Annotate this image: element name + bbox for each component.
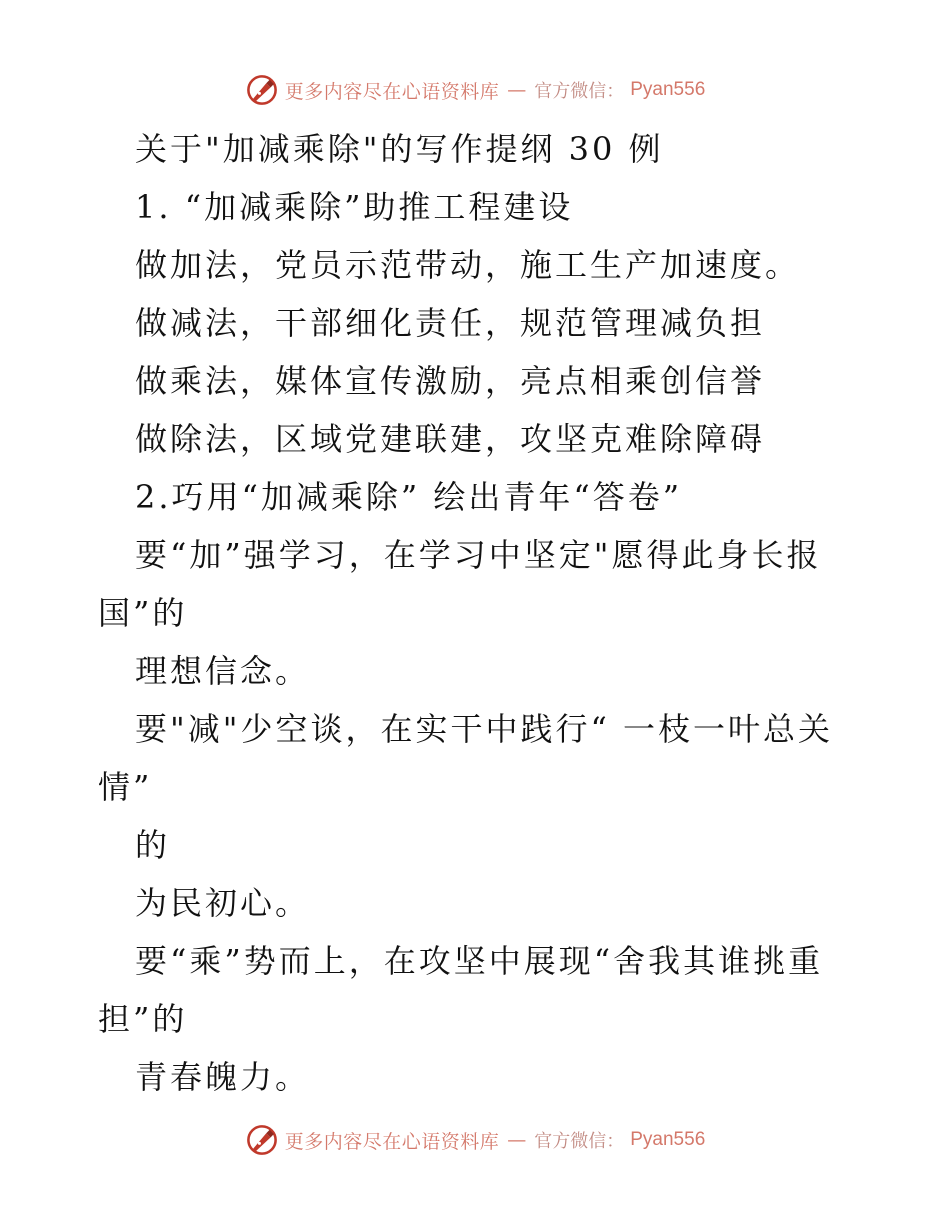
section-heading: 2.巧用“加减乘除” 绘出青年“答卷” bbox=[135, 478, 683, 516]
body-line: 做除法，区域党建联建，攻坚克难除障碍 bbox=[135, 420, 766, 458]
watermark-dash: — bbox=[507, 1129, 527, 1151]
body-line: 担”的 bbox=[98, 1000, 188, 1038]
section-heading: 1. “加减乘除”助推工程建设 bbox=[135, 188, 574, 226]
header-watermark bbox=[0, 70, 950, 110]
footer-watermark bbox=[0, 1120, 950, 1160]
body-line: 青春魄力。 bbox=[135, 1058, 311, 1096]
watermark-wechat-id: Pyan556 bbox=[630, 79, 706, 100]
document-title: 关于"加减乘除"的写作提纲 30 例 bbox=[135, 130, 664, 168]
body-line: 要“加”强学习，在学习中坚定"愿得此身长报 bbox=[135, 536, 822, 574]
watermark-brand-text: 更多内容尽在心语资料库 bbox=[284, 1130, 500, 1153]
body-line: 的 bbox=[135, 826, 171, 864]
watermark-wechat-id: Pyan556 bbox=[630, 1129, 706, 1150]
body-line: 要“乘”势而上，在攻坚中展现“舍我其谁挑重 bbox=[135, 942, 824, 980]
watermark-wechat-label: 官方微信： bbox=[534, 1131, 625, 1152]
watermark-wechat-label: 官方微信： bbox=[534, 81, 625, 102]
document-body bbox=[98, 120, 888, 1106]
body-line: 国”的 bbox=[98, 594, 188, 632]
body-line: 情” bbox=[98, 768, 153, 806]
body-line: 为民初心。 bbox=[135, 884, 311, 922]
body-line: 做减法，干部细化责任，规范管理减负担 bbox=[135, 304, 766, 342]
watermark-dash: — bbox=[507, 79, 527, 101]
body-line: 理想信念。 bbox=[135, 652, 311, 690]
watermark-brand-text: 更多内容尽在心语资料库 bbox=[284, 80, 500, 103]
body-line: 做乘法，媒体宣传激励，亮点相乘创信誉 bbox=[135, 362, 766, 400]
pen-nib-logo-icon bbox=[245, 1123, 279, 1157]
pen-nib-logo-icon bbox=[245, 73, 279, 107]
body-line: 要"减"少空谈，在实干中践行“ 一枝一叶总关 bbox=[135, 710, 833, 748]
body-line: 做加法，党员示范带动，施工生产加速度。 bbox=[135, 246, 801, 284]
